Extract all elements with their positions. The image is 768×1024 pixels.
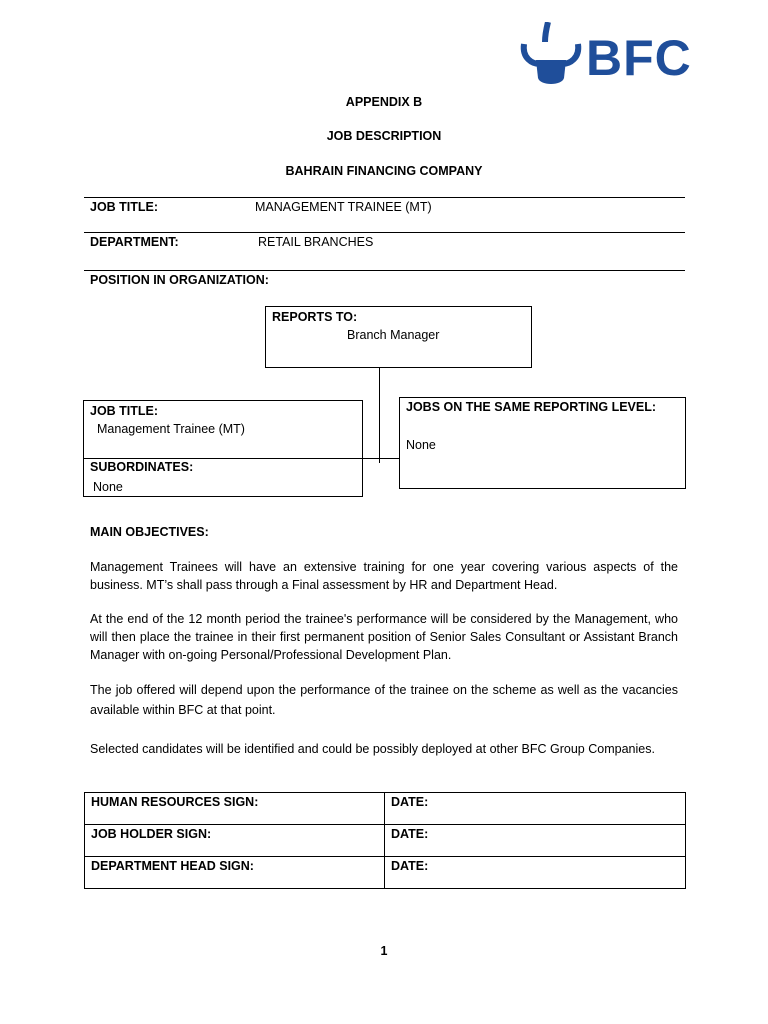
bull-icon <box>518 22 584 90</box>
department-head-sign-cell: DEPARTMENT HEAD SIGN: <box>85 857 385 889</box>
signature-table <box>84 792 686 889</box>
rule-job-title <box>84 232 685 233</box>
logo-text: BFC <box>586 30 692 86</box>
bfc-logo <box>518 22 692 92</box>
department-label: DEPARTMENT: <box>90 235 179 249</box>
subordinates-value: None <box>93 480 123 494</box>
page-number: 1 <box>380 944 388 958</box>
department-value: RETAIL BRANCHES <box>258 235 374 249</box>
same-level-label: JOBS ON THE SAME REPORTING LEVEL: <box>406 400 657 414</box>
reports-to-label: REPORTS TO: <box>272 310 358 324</box>
reports-to-box <box>265 306 532 368</box>
department-head-date-cell: DATE: <box>385 857 686 889</box>
objectives-heading: MAIN OBJECTIVES: <box>90 525 209 539</box>
job-holder-sign-cell: JOB HOLDER SIGN: <box>85 825 385 857</box>
hr-date-cell: DATE: <box>385 793 686 825</box>
subordinates-label: SUBORDINATES: <box>90 460 194 474</box>
rule-top <box>84 197 685 198</box>
table-row <box>85 825 686 857</box>
org-job-title-value: Management Trainee (MT) <box>97 422 245 436</box>
objectives-paragraph-3: The job offered will depend upon the performance of the trainee on the scheme as well as the vacancies available within BFC at that point. <box>90 683 678 717</box>
same-level-box <box>399 397 686 489</box>
company-name: BAHRAIN FINANCING COMPANY <box>285 164 483 178</box>
objectives-paragraph-1: Management Trainees will have an extensive training for one year covering various aspects of the business. MT’s shall pass through a Final assessment by HR and Department Head. <box>90 560 678 592</box>
table-row <box>85 793 686 825</box>
table-row <box>85 857 686 889</box>
hr-sign-cell: HUMAN RESOURCES SIGN: <box>85 793 385 825</box>
objectives-paragraph-4: Selected candidates will be identified and could be possibly deployed at other BFC Group Companies. <box>90 742 655 756</box>
same-level-value: None <box>406 438 436 452</box>
doc-title: JOB DESCRIPTION <box>326 129 442 143</box>
org-connector-horizontal <box>362 458 400 459</box>
reports-to-value: Branch Manager <box>347 328 440 342</box>
job-title-box <box>83 400 363 497</box>
position-label: POSITION IN ORGANIZATION: <box>90 273 269 287</box>
job-box-divider <box>83 458 363 459</box>
org-job-title-label: JOB TITLE: <box>90 404 159 418</box>
objectives-paragraph-2: At the end of the 12 month period the trainee's performance will be considered by the Management, who will then place the trainee in their first permanent position of Senior Sales Consultant or Assistant Branch Manager with on-going Personal/Professional Development Plan. <box>90 612 678 662</box>
rule-department <box>84 270 685 271</box>
job-title-value: MANAGEMENT TRAINEE (MT) <box>255 200 432 214</box>
job-title-label: JOB TITLE: <box>90 200 159 214</box>
appendix-label: APPENDIX B <box>345 95 423 109</box>
job-holder-date-cell: DATE: <box>385 825 686 857</box>
org-connector-vertical <box>379 368 380 463</box>
